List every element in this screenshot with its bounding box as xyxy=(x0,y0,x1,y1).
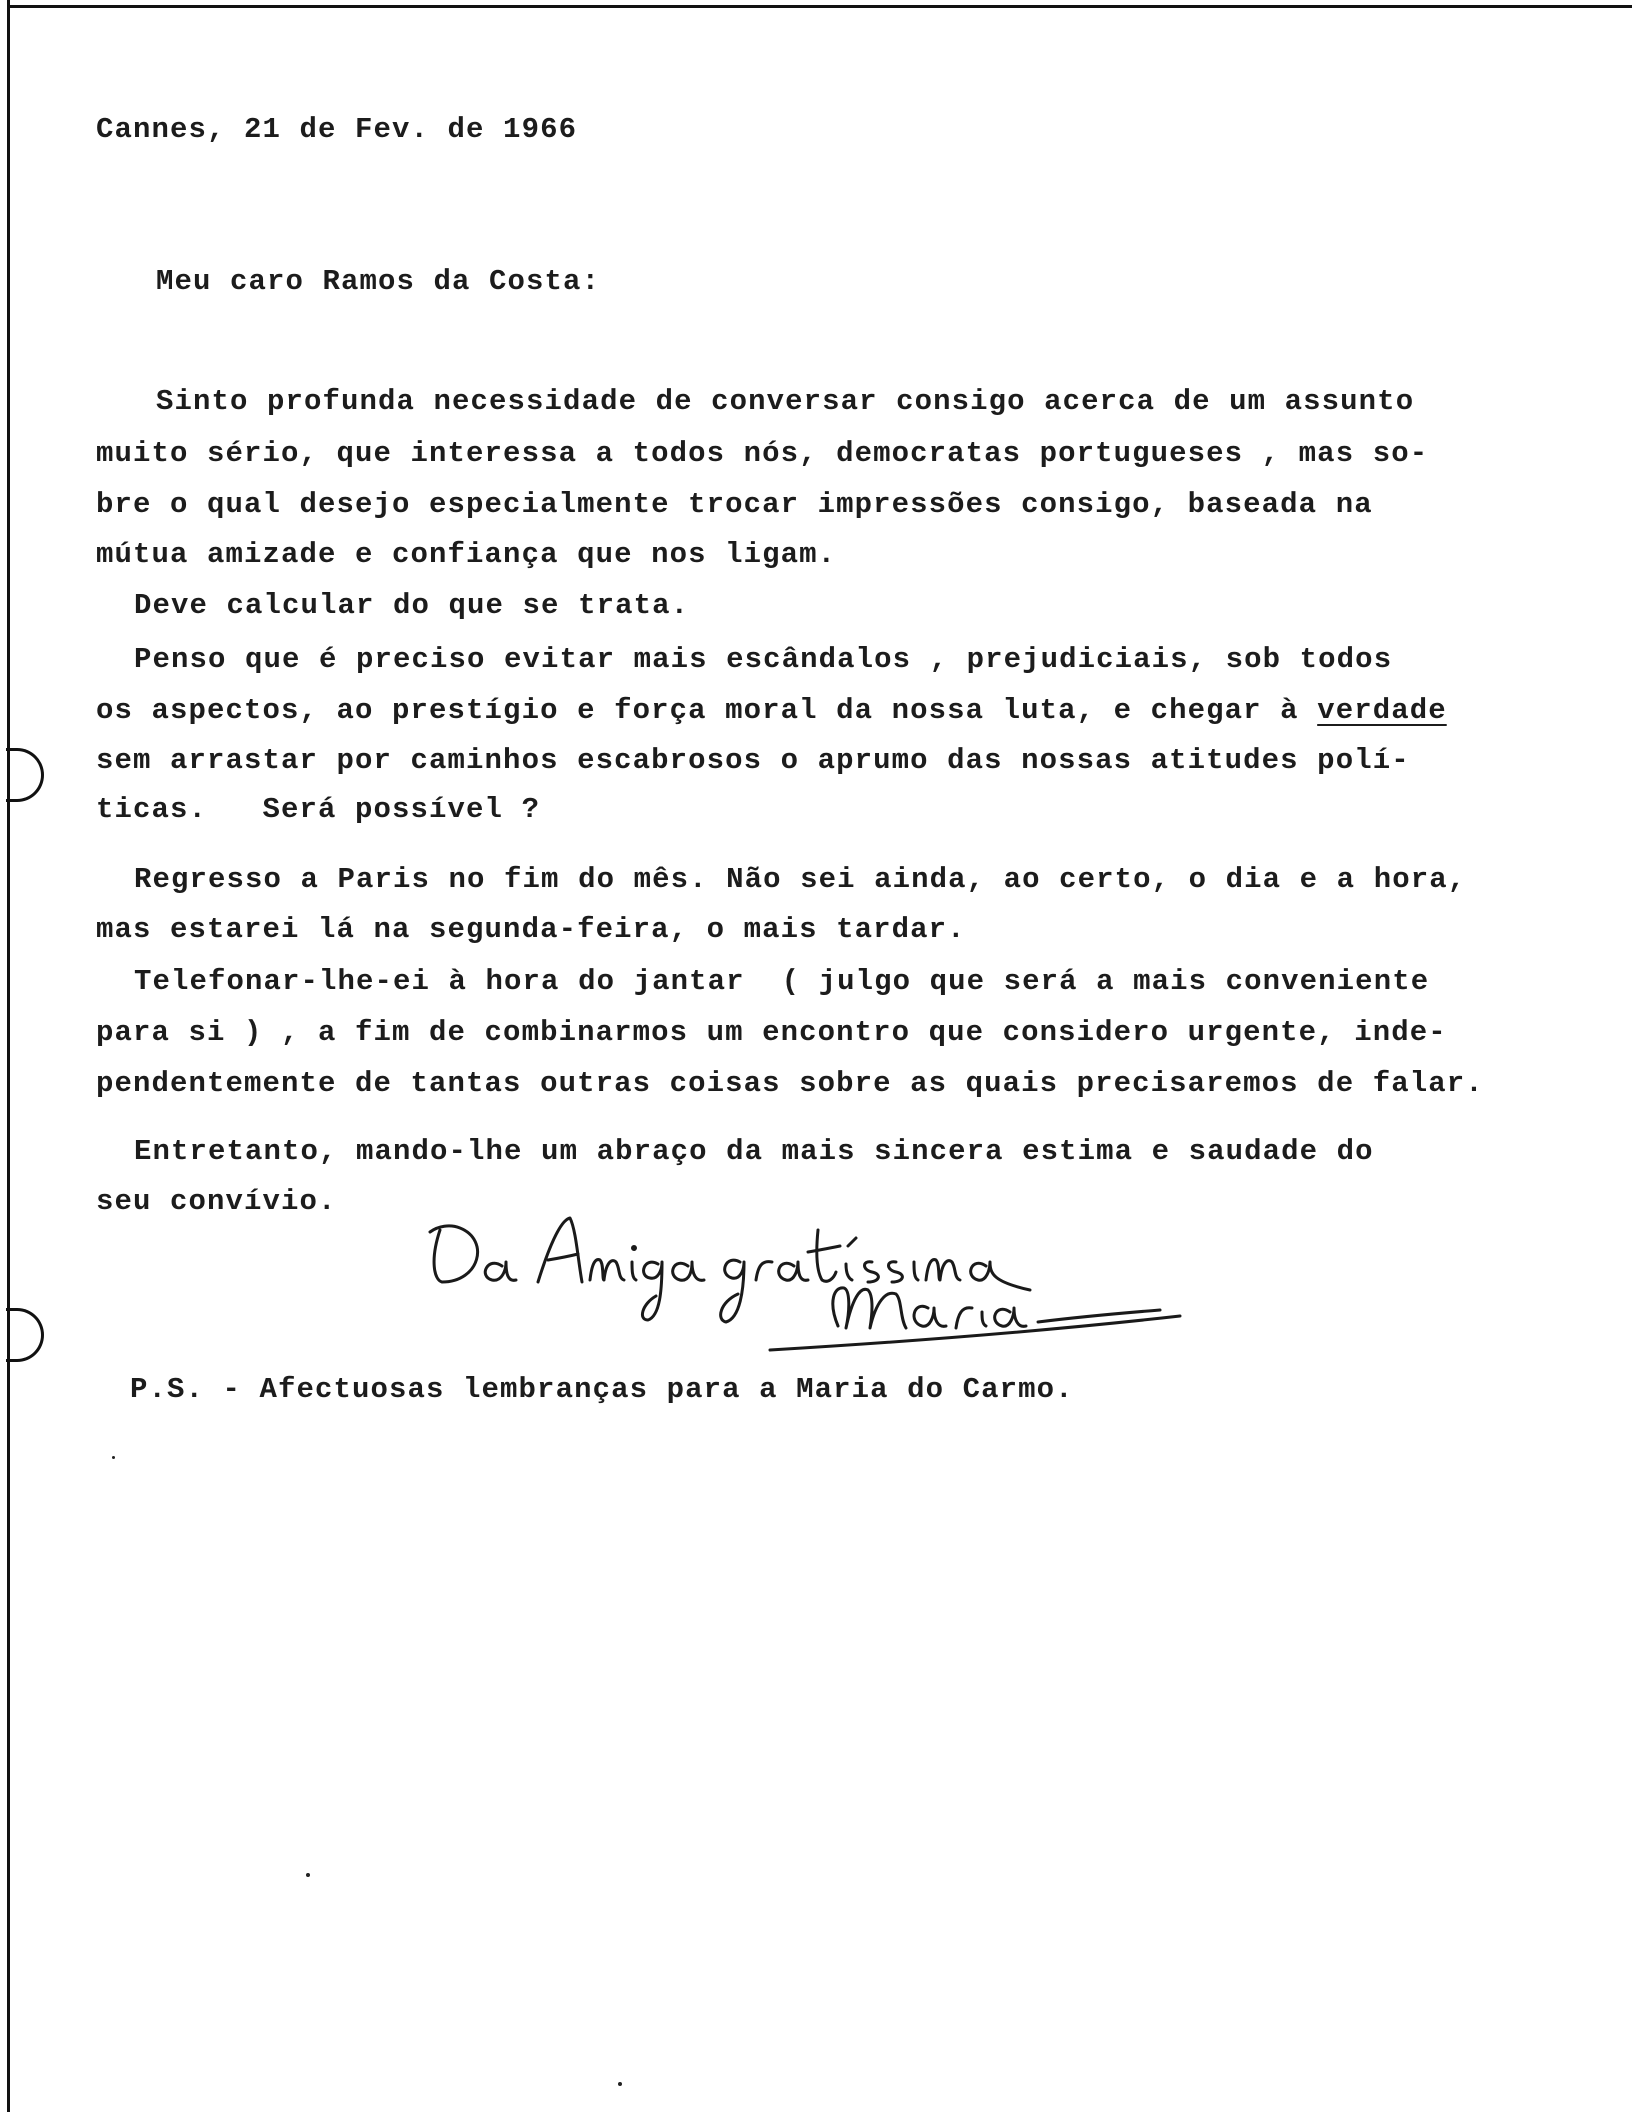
paragraph3-line4: ticas. Será possível ? xyxy=(96,793,541,826)
paper-speck xyxy=(112,1456,115,1459)
punch-hole-upper xyxy=(6,748,44,802)
paragraph3-line3: sem arrastar por caminhos escabrosos o aprumo das nossas atitudes polí- xyxy=(96,744,1410,777)
paragraph3-line2 xyxy=(96,693,1447,729)
page-edge-top xyxy=(7,5,1632,8)
paper-speck xyxy=(306,1873,310,1877)
paragraph1-line1: Sinto profunda necessidade de conversar consigo acerca de um assunto xyxy=(156,385,1415,418)
postscript: P.S. - Afectuosas lembranças para a Maria do Carmo. xyxy=(130,1373,1074,1406)
page-edge-left xyxy=(7,0,10,2112)
paragraph1-line2: muito sério, que interessa a todos nós, democratas portugueses , mas so- xyxy=(96,437,1429,470)
paragraph6-line1: Entretanto, mando-lhe um abraço da mais sincera estima e saudade do xyxy=(134,1135,1374,1168)
paragraph1-line4: mútua amizade e confiança que nos ligam. xyxy=(96,538,837,571)
underlined-word-verdade: verdade xyxy=(1317,694,1447,727)
paragraph3-line2-text: os aspectos, ao prestígio e força moral da nossa luta, e chegar à xyxy=(96,694,1318,727)
paper-speck xyxy=(618,2082,622,2086)
paragraph5-line1: Telefonar-lhe-ei à hora do jantar ( julgo que será a mais conveniente xyxy=(134,965,1430,998)
salutation: Meu caro Ramos da Costa: xyxy=(156,265,601,298)
paragraph6-line2: seu convívio. xyxy=(96,1185,337,1218)
signature-drawing xyxy=(420,1190,1200,1360)
paragraph4-line1: Regresso a Paris no fim do mês. Não sei ainda, ao certo, o dia e a hora, xyxy=(134,863,1467,896)
paragraph2: Deve calcular do que se trata. xyxy=(134,589,690,622)
date-line: Cannes, 21 de Fev. de 1966 xyxy=(96,113,578,146)
paragraph3-line1: Penso que é preciso evitar mais escândalos , prejudiciais, sob todos xyxy=(134,643,1393,676)
punch-hole-lower xyxy=(6,1308,44,1362)
paragraph5-line3: pendentemente de tantas outras coisas sobre as quais precisaremos de falar. xyxy=(96,1067,1484,1100)
paragraph1-line3: bre o qual desejo especialmente trocar impressões consigo, baseada na xyxy=(96,488,1373,521)
paragraph4-line2: mas estarei lá na segunda-feira, o mais tardar. xyxy=(96,913,966,946)
handwritten-signature xyxy=(420,1190,1200,1360)
paragraph5-line2: para si ) , a fim de combinarmos um encontro que considero urgente, inde- xyxy=(96,1016,1447,1049)
